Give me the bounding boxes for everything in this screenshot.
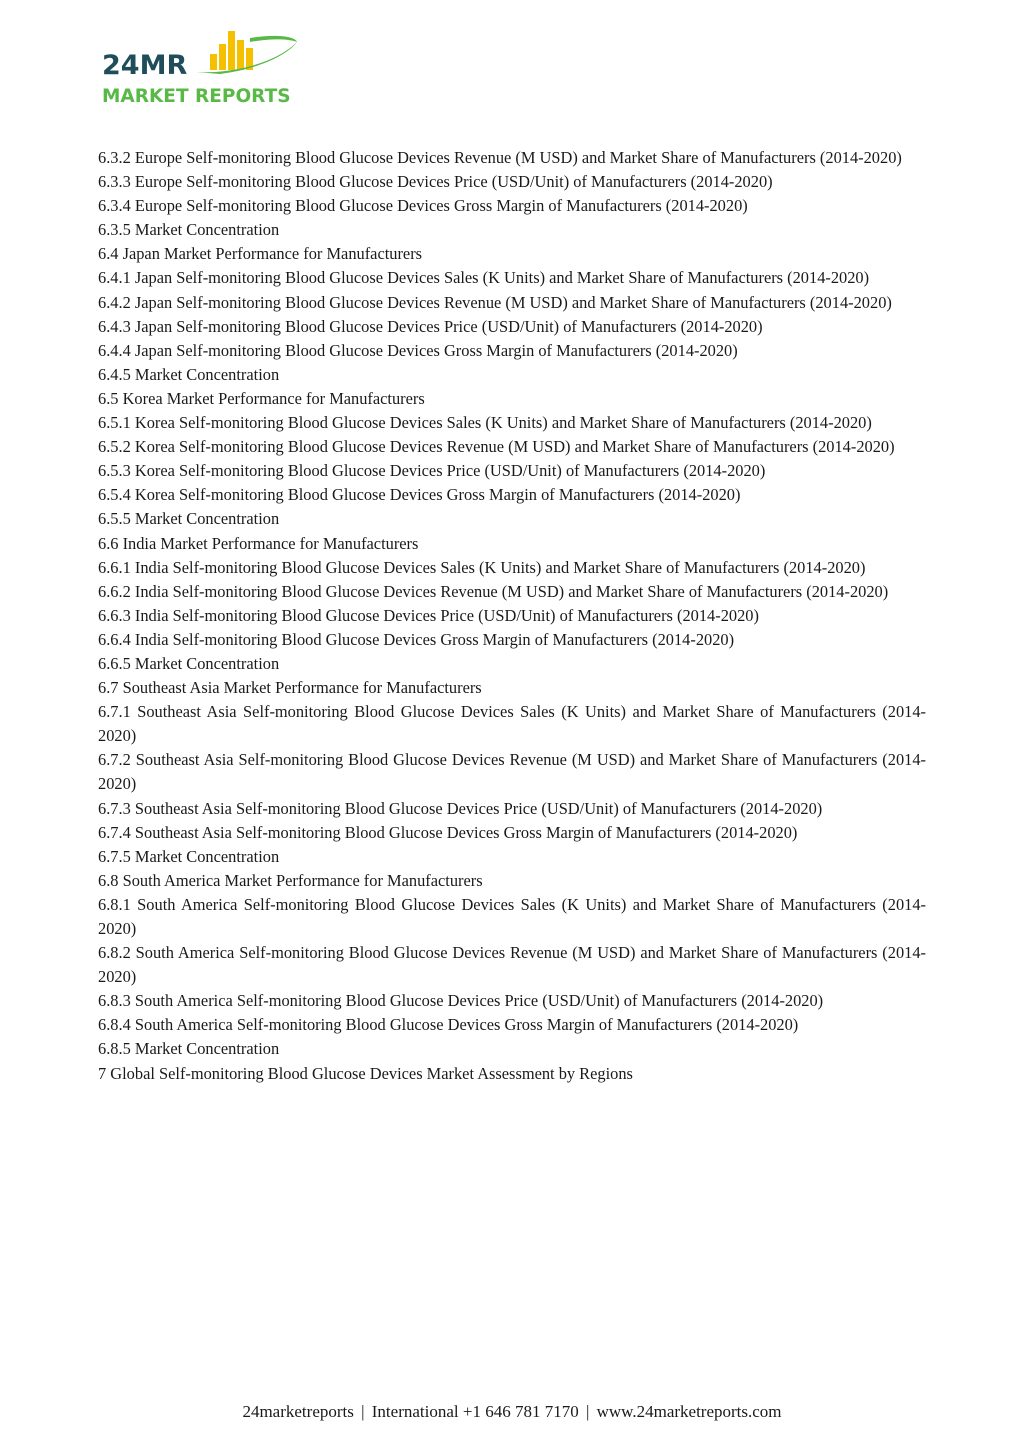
logo-graphic <box>100 28 310 108</box>
toc-entry: 6.8.1 South America Self-monitoring Blood Glucose Devices Sales (K Units) and Market Share of Manufacturers (2014-2020) <box>98 894 926 938</box>
footer-company: 24marketreports <box>242 1402 354 1421</box>
toc-entry: 6.7.5 Market Concentration <box>98 846 280 866</box>
toc-entry: 6.4 Japan Market Performance for Manufacturers <box>98 244 423 264</box>
toc-entry: 6.3.3 Europe Self-monitoring Blood Glucose Devices Price (USD/Unit) of Manufacturers (2014-2020) <box>98 172 773 192</box>
table-of-contents <box>98 146 926 1086</box>
company-logo <box>100 28 310 108</box>
toc-entry: 6.6.4 India Self-monitoring Blood Glucose Devices Gross Margin of Manufacturers (2014-2020) <box>98 629 735 649</box>
toc-entry: 6.7.2 Southeast Asia Self-monitoring Blood Glucose Devices Revenue (M USD) and Market Share of Manufacturers (2014-2020) <box>98 750 926 794</box>
toc-entry: 6.4.2 Japan Self-monitoring Blood Glucose Devices Revenue (M USD) and Market Share of Manufacturers (2014-2020) <box>98 292 892 312</box>
footer-phone: International +1 646 781 7170 <box>371 1402 579 1421</box>
toc-entry: 6.6.1 India Self-monitoring Blood Glucose Devices Sales (K Units) and Market Share of Manufacturers (2014-2020) <box>98 557 866 577</box>
toc-entry: 6.8.2 South America Self-monitoring Blood Glucose Devices Revenue (M USD) and Market Share of Manufacturers (2014-2020) <box>98 943 926 987</box>
toc-entry: 6.7.1 Southeast Asia Self-monitoring Blood Glucose Devices Sales (K Units) and Market Share of Manufacturers (2014-2020) <box>98 702 926 746</box>
logo-text-top: 24MR <box>102 50 188 81</box>
toc-entry: 7 Global Self-monitoring Blood Glucose Devices Market Assessment by Regions <box>98 1063 633 1083</box>
toc-entry: 6.7.3 Southeast Asia Self-monitoring Blood Glucose Devices Price (USD/Unit) of Manufacturers (2014-2020) <box>98 798 823 818</box>
footer-website[interactable]: www.24marketreports.com <box>596 1402 782 1421</box>
toc-entry: 6.8 South America Market Performance for Manufacturers <box>98 870 483 890</box>
toc-entry: 6.3.2 Europe Self-monitoring Blood Glucose Devices Revenue (M USD) and Market Share of Manufacturers (2014-2020) <box>98 148 902 167</box>
toc-entry: 6.4.5 Market Concentration <box>98 364 280 384</box>
toc-entry: 6.8.4 South America Self-monitoring Blood Glucose Devices Gross Margin of Manufacturers (2014-2020) <box>98 1015 799 1035</box>
toc-entry: 6.7 Southeast Asia Market Performance for Manufacturers <box>98 678 482 698</box>
footer-separator: | <box>361 1402 365 1421</box>
logo-bar-3 <box>228 31 235 70</box>
toc-entry: 6.6.3 India Self-monitoring Blood Glucose Devices Price (USD/Unit) of Manufacturers (2014-2020) <box>98 605 759 625</box>
toc-entry: 6.7.4 Southeast Asia Self-monitoring Blood Glucose Devices Gross Margin of Manufacturers (2014-2020) <box>98 822 798 842</box>
toc-entry: 6.5 Korea Market Performance for Manufacturers <box>98 388 425 408</box>
toc-entry: 6.3.4 Europe Self-monitoring Blood Glucose Devices Gross Margin of Manufacturers (2014-2020) <box>98 196 748 216</box>
logo-bar-1 <box>210 54 217 70</box>
toc-entry: 6.4.1 Japan Self-monitoring Blood Glucose Devices Sales (K Units) and Market Share of Manufacturers (2014-2020) <box>98 268 870 288</box>
toc-entry: 6.5.1 Korea Self-monitoring Blood Glucose Devices Sales (K Units) and Market Share of Manufacturers (2014-2020) <box>98 413 872 433</box>
toc-entry: 6.8.5 Market Concentration <box>98 1039 280 1059</box>
toc-entry: 6.4.4 Japan Self-monitoring Blood Glucose Devices Gross Margin of Manufacturers (2014-2020) <box>98 340 738 360</box>
toc-entry: 6.5.3 Korea Self-monitoring Blood Glucose Devices Price (USD/Unit) of Manufacturers (2014-2020) <box>98 461 766 481</box>
toc-entry: 6.6 India Market Performance for Manufacturers <box>98 533 419 553</box>
toc-entry: 6.6.5 Market Concentration <box>98 653 280 673</box>
toc-entry: 6.5.5 Market Concentration <box>98 509 280 529</box>
toc-entry: 6.5.4 Korea Self-monitoring Blood Glucose Devices Gross Margin of Manufacturers (2014-2020) <box>98 485 741 505</box>
toc-entry: 6.6.2 India Self-monitoring Blood Glucose Devices Revenue (M USD) and Market Share of Manufacturers (2014-2020) <box>98 581 889 601</box>
toc-entry: 6.8.3 South America Self-monitoring Blood Glucose Devices Price (USD/Unit) of Manufacturers (2014-2020) <box>98 991 824 1011</box>
logo-text-bottom: MARKET REPORTS <box>102 86 291 107</box>
toc-entry: 6.4.3 Japan Self-monitoring Blood Glucose Devices Price (USD/Unit) of Manufacturers (2014-2020) <box>98 316 763 336</box>
toc-entry: 6.5.2 Korea Self-monitoring Blood Glucose Devices Revenue (M USD) and Market Share of Manufacturers (2014-2020) <box>98 437 895 457</box>
page-footer <box>0 1400 1024 1424</box>
logo-bar-2 <box>219 44 226 70</box>
logo-bar-4 <box>237 40 244 70</box>
toc-entry: 6.3.5 Market Concentration <box>98 220 280 240</box>
footer-separator: | <box>585 1402 590 1421</box>
logo-swoosh-tail <box>250 36 297 42</box>
